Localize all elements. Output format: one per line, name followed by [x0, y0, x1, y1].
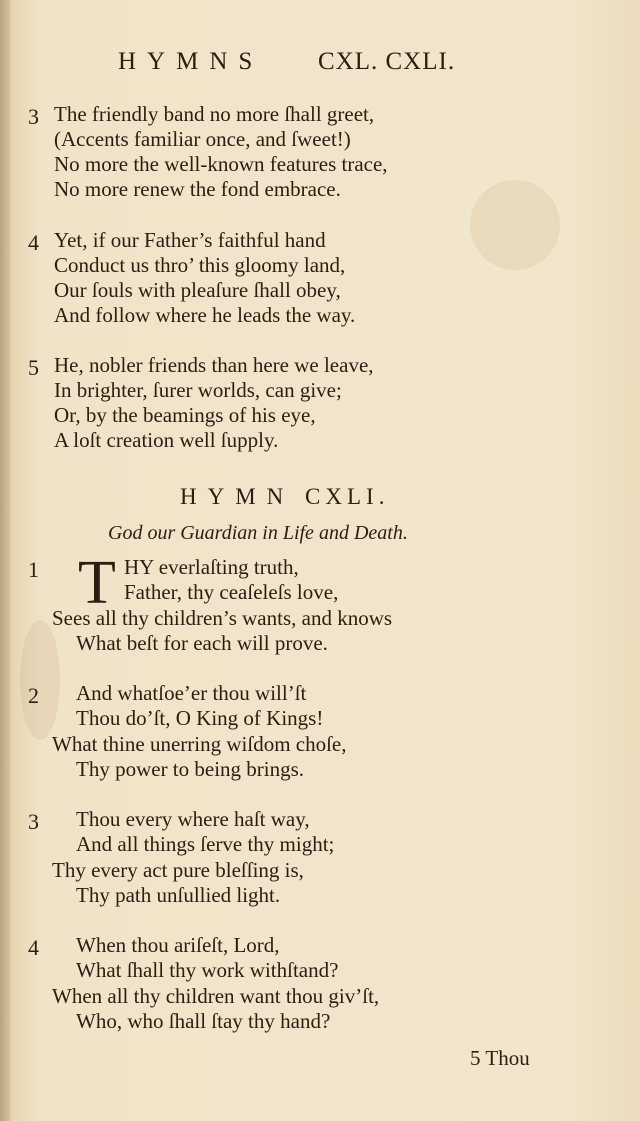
verse-line: What thine unerring wiſdom choſe,	[52, 732, 347, 756]
running-head-title: HYMNS	[118, 48, 264, 75]
verse-line: And whatſoe’er thou will’ſt	[76, 681, 307, 705]
paper-stain	[20, 620, 60, 740]
verse-line: Or, by the beamings of his eye,	[54, 403, 316, 427]
verse-line: Thy every act pure bleſſing is,	[52, 858, 304, 882]
verse-line: Thy power to being brings.	[76, 757, 305, 781]
verse-line: Sees all thy children’s wants, and knows	[52, 606, 393, 630]
verse-line: In brighter, ſurer worlds, can give;	[54, 378, 342, 402]
verse-line: A loſt creation well ſupply.	[54, 428, 279, 452]
verse-line: Our ſouls with pleaſure ſhall obey,	[54, 278, 341, 302]
hymn-title	[180, 484, 389, 510]
paper-stain	[470, 180, 560, 270]
verse-line: HY everlaſting truth,	[124, 555, 299, 579]
hymn-title-number: CXLI.	[305, 484, 390, 509]
verse-number: 2	[28, 683, 39, 708]
verse-number: 4	[28, 935, 39, 960]
hymn-subtitle: God our Guardian in Life and Death.	[108, 522, 408, 544]
verse-number: 4	[28, 230, 39, 255]
verse-line: And all things ſerve thy might;	[76, 832, 335, 856]
hymn-title-word: HYMN	[180, 484, 295, 509]
verse-line: He, nobler friends than here we leave,	[54, 353, 374, 377]
verse-line: The friendly band no more ſhall greet,	[54, 102, 375, 126]
page-edge	[0, 0, 10, 1121]
verse-line: What ſhall thy work withſtand?	[76, 958, 339, 982]
verse-line: (Accents familiar once, and ſweet!)	[54, 127, 351, 151]
verse-number: 3	[28, 104, 39, 129]
verse-line: Who, who ſhall ſtay thy hand?	[76, 1009, 331, 1033]
catchword: 5 Thou	[470, 1046, 530, 1070]
verse-line: No more the well-known features trace,	[54, 152, 388, 176]
verse-line: Thy path unſullied light.	[76, 883, 281, 907]
verse-line: When thou ariſeſt, Lord,	[76, 933, 280, 957]
verse-number: 3	[28, 809, 39, 834]
verse-line: No more renew the fond embrace.	[54, 177, 341, 201]
verse-line: Thou do’ſt, O King of Kings!	[76, 706, 324, 730]
verse-line: Father, thy ceaſeleſs love,	[124, 580, 339, 604]
verse-number: 5	[28, 355, 39, 380]
verse-line: Conduct us thro’ this gloomy land,	[54, 253, 346, 277]
verse-line: What beſt for each will prove.	[76, 631, 328, 655]
running-head-numbers: CXL. CXLI.	[318, 48, 456, 75]
verse-line: And follow where he leads the way.	[54, 303, 356, 327]
verse-line: Yet, if our Father’s faithful hand	[54, 228, 326, 252]
verse-line: When all thy children want thou giv’ſt,	[52, 984, 380, 1008]
verse-number: 1	[28, 557, 39, 582]
drop-cap: T	[78, 549, 116, 617]
verse-line: Thou every where haſt way,	[76, 807, 310, 831]
